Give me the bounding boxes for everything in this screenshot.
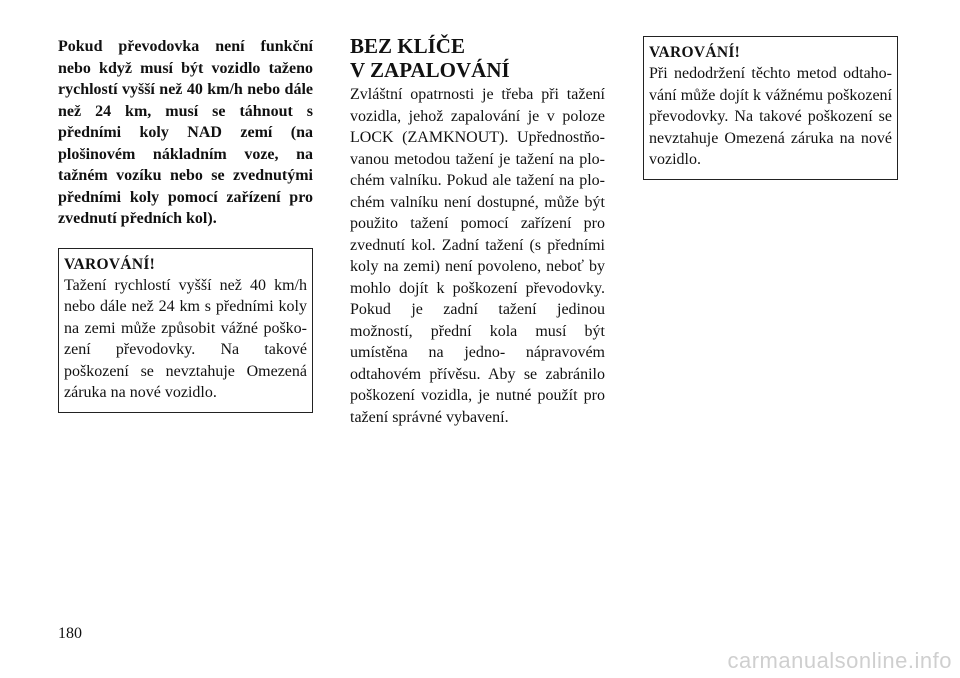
right-column [643,36,898,180]
left-column [58,36,313,413]
section-heading [350,34,605,82]
warning-text: Při nedodržení těchto metod odtaho- vání může dojít k vážnému poškození převodovky. Na takové poškození se nevztahuje Omezená záruka na nové vozidlo. [649,65,892,168]
watermark: carmanualsonline.info [727,648,952,673]
warning-box-right [643,36,898,180]
heading-line-2: V ZAPALOVÁNÍ [350,58,510,82]
section-body-text: Zvláštní opatrnosti je třeba při tažení vozidla, jehož zapalování je v poloze LOCK (ZAMKNOUT). Upřednostňo- vanou metodou tažení je tažení na plo- chém valníku. Pokud ale tažení na plo- chém valníku není dostupné, může být použito tažení pomocí zařízení pro zvednutí kol. Zadní tažení (s předními koly na zemi) není povoleno, neboť by mohlo dojít k poškození převodovky. Pokud je zadní tažení jedinou možností, přední kola musí být umístěna na jedno- nápravovém odtahovém přívěsu. Aby se zabránilo poškození vozidla, je nutné použít pro tažení správné vybavení. [350,86,605,426]
warning-box-left [58,248,313,413]
warning-title: VAROVÁNÍ! [649,44,741,61]
warning-text: Tažení rychlostí vyšší než 40 km/h nebo dále než 24 km s předními koly na zemi může způsobit vážné poško- zení převodovky. Na takové poškození se nevztahuje Omezená záruka na nové vozidlo. [64,276,307,401]
page-number: 180 [58,625,82,642]
towing-lead-paragraph: Pokud převodovka není funkční nebo když musí být vozidlo taženo rychlostí vyšší než 40 km/h nebo dále než 24 km, musí se táhnout s předními koly NAD zemí (na plošinovém nákladním voze, na tažném vozíku nebo se zvednutými předními koly pomocí zařízení pro zvednutí předních kol). [58,38,313,227]
middle-column [350,36,605,428]
warning-title: VAROVÁNÍ! [64,255,156,273]
heading-line-1: BEZ KLÍČE [350,34,465,58]
